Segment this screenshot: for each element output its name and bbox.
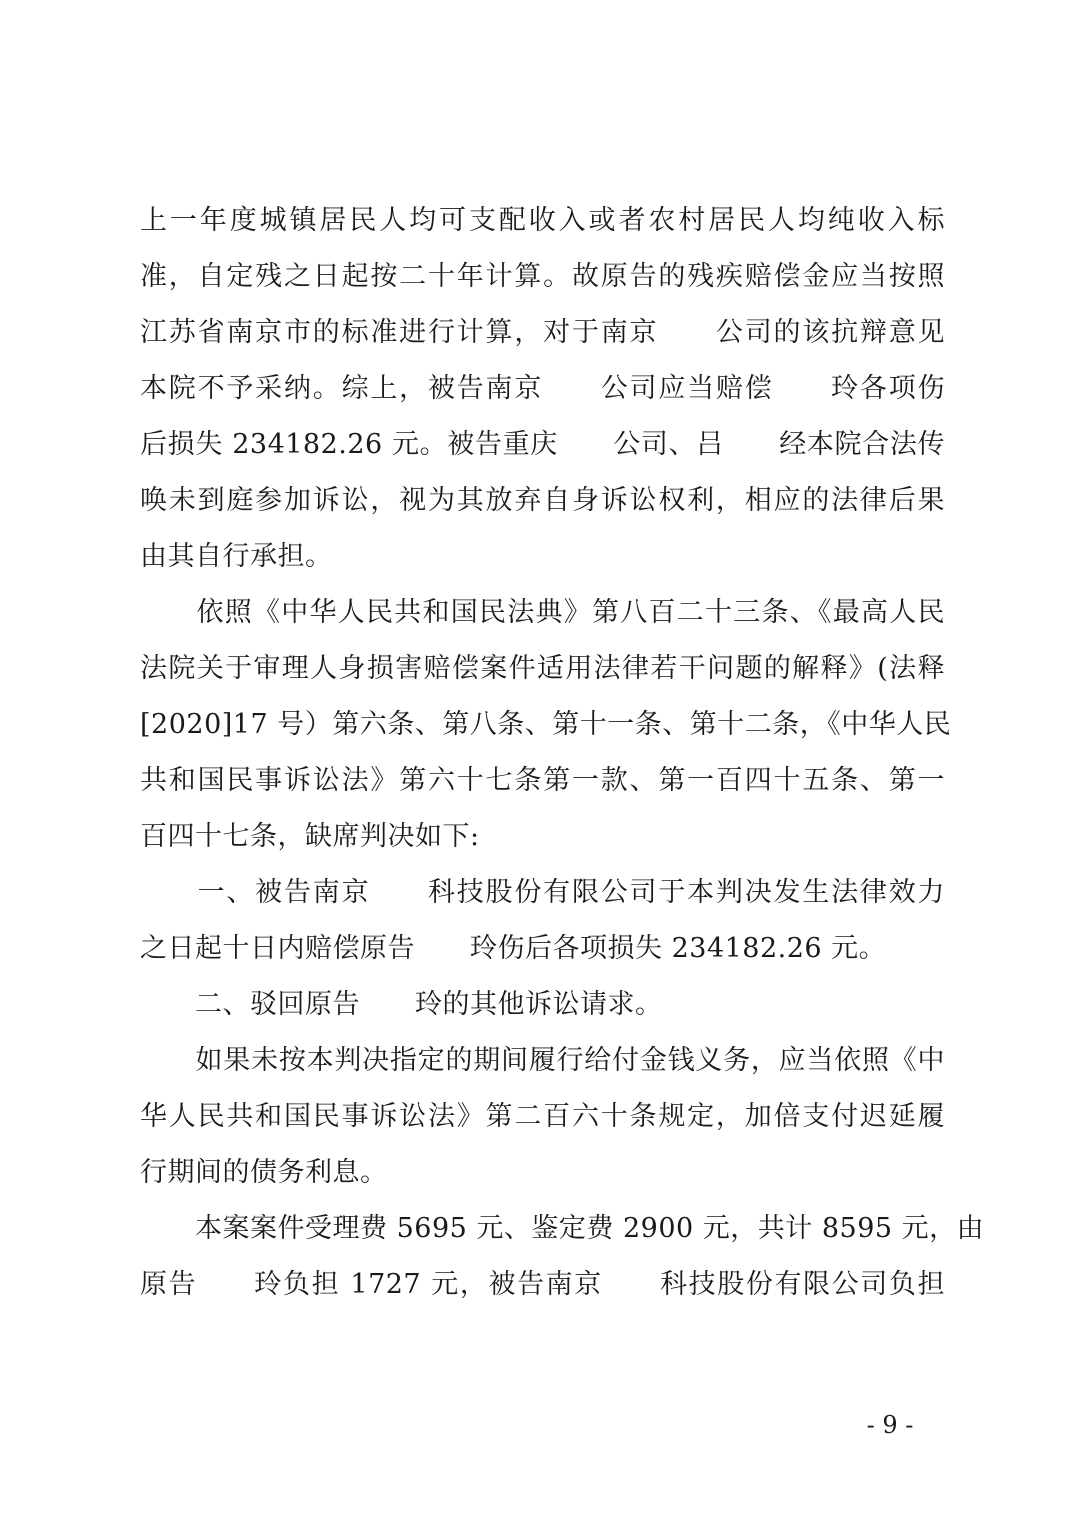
text-line-5: 后损失 234182.26 元。被告重庆 公司、吕 经本院合法传 (140, 429, 945, 460)
text-line-8: 依照《中华人民共和国民法典》第八百二十三条、《最高人民 (140, 597, 945, 628)
text-line-7: 由其自行承担。 (140, 541, 333, 572)
text-line-13: 一、被告南京 科技股份有限公司于本判决发生法律效力 (140, 877, 945, 908)
text-line-3: 江苏省南京市的标准进行计算，对于南京 公司的该抗辩意见 (140, 317, 945, 348)
text-line-6: 唤未到庭参加诉讼，视为其放弃自身诉讼权利，相应的法律后果 (140, 485, 945, 516)
text-line-15: 二、驳回原告 玲的其他诉讼请求。 (140, 989, 663, 1020)
page-number: - 9 - (866, 1411, 914, 1439)
text-line-17: 华人民共和国民事诉讼法》第二百六十条规定，加倍支付迟延履 (140, 1101, 945, 1132)
text-line-12: 百四十七条，缺席判决如下: (140, 821, 480, 852)
text-line-18: 行期间的债务利息。 (140, 1157, 388, 1188)
text-line-14: 之日起十日内赔偿原告 玲伤后各项损失 234182.26 元。 (140, 933, 887, 964)
text-line-20: 原告 玲负担 1727 元，被告南京 科技股份有限公司负担 (140, 1269, 945, 1300)
text-line-11: 共和国民事诉讼法》第六十七条第一款、第一百四十五条、第一 (140, 765, 945, 796)
text-line-9: 法院关于审理人身损害赔偿案件适用法律若干问题的解释》(法释 (140, 653, 945, 684)
text-line-2: 准，自定残之日起按二十年计算。故原告的残疾赔偿金应当按照 (140, 261, 945, 292)
text-line-19: 本案案件受理费 5695 元、鉴定费 2900 元，共计 8595 元，由 (140, 1213, 985, 1244)
text-line-4: 本院不予采纳。综上，被告南京 公司应当赔偿 玲各项伤 (140, 373, 945, 404)
text-line-10: [2020]17 号）第六条、第八条、第十一条、第十二条，《中华人民 (140, 709, 952, 740)
text-line-16: 如果未按本判决指定的期间履行给付金钱义务，应当依照《中 (140, 1045, 945, 1076)
text-line-1: 上一年度城镇居民人均可支配收入或者农村居民人均纯收入标 (140, 205, 945, 236)
